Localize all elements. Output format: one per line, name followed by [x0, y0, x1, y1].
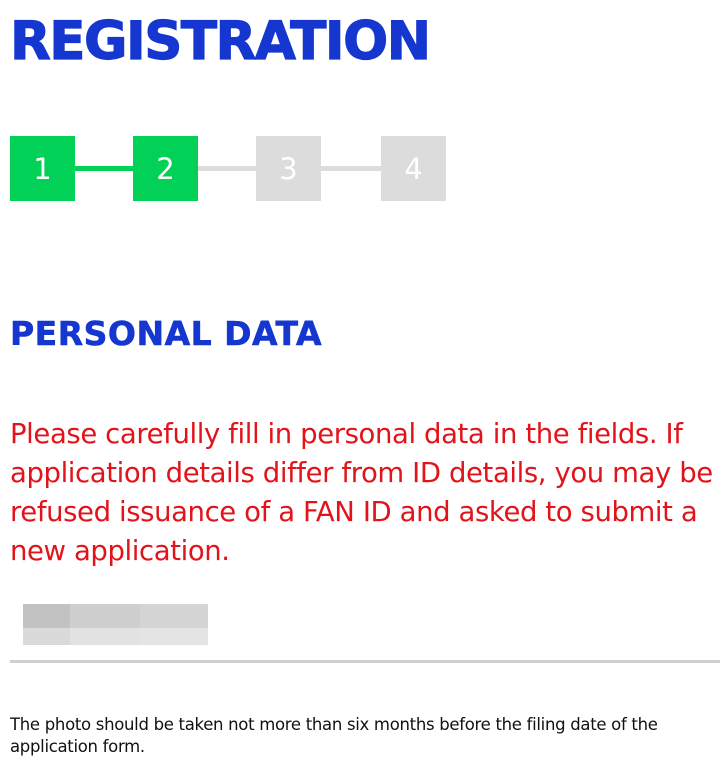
step-2[interactable]: [133, 136, 198, 201]
redacted-block: [140, 628, 208, 645]
warning-message: Please carefully fill in personal data in the fields. If application details differ from ID details, you may be refused issuance of a FAN ID and asked to submit a new application.: [10, 418, 713, 567]
photo-note: The photo should be taken not more than six months before the filing date of the application form.: [10, 715, 658, 756]
step-connector-3-4: [321, 166, 381, 171]
step-4[interactable]: [381, 136, 446, 201]
registration-stepper: [10, 136, 446, 201]
redacted-block: [70, 628, 140, 645]
step-2-label: 2: [156, 151, 175, 186]
redacted-field: [23, 604, 208, 645]
redacted-block: [70, 604, 140, 628]
step-connector-2-3: [198, 166, 256, 171]
step-4-label: 4: [404, 151, 423, 186]
redacted-block: [23, 628, 70, 645]
step-1-label: 1: [33, 151, 52, 186]
page-title: REGISTRATION: [10, 11, 430, 72]
step-3[interactable]: [256, 136, 321, 201]
redacted-block: [23, 604, 70, 628]
section-title: PERSONAL DATA: [10, 314, 322, 353]
redacted-block: [140, 604, 208, 628]
section-divider: [10, 660, 720, 663]
step-connector-1-2: [75, 166, 133, 171]
step-1[interactable]: [10, 136, 75, 201]
step-3-label: 3: [279, 151, 298, 186]
